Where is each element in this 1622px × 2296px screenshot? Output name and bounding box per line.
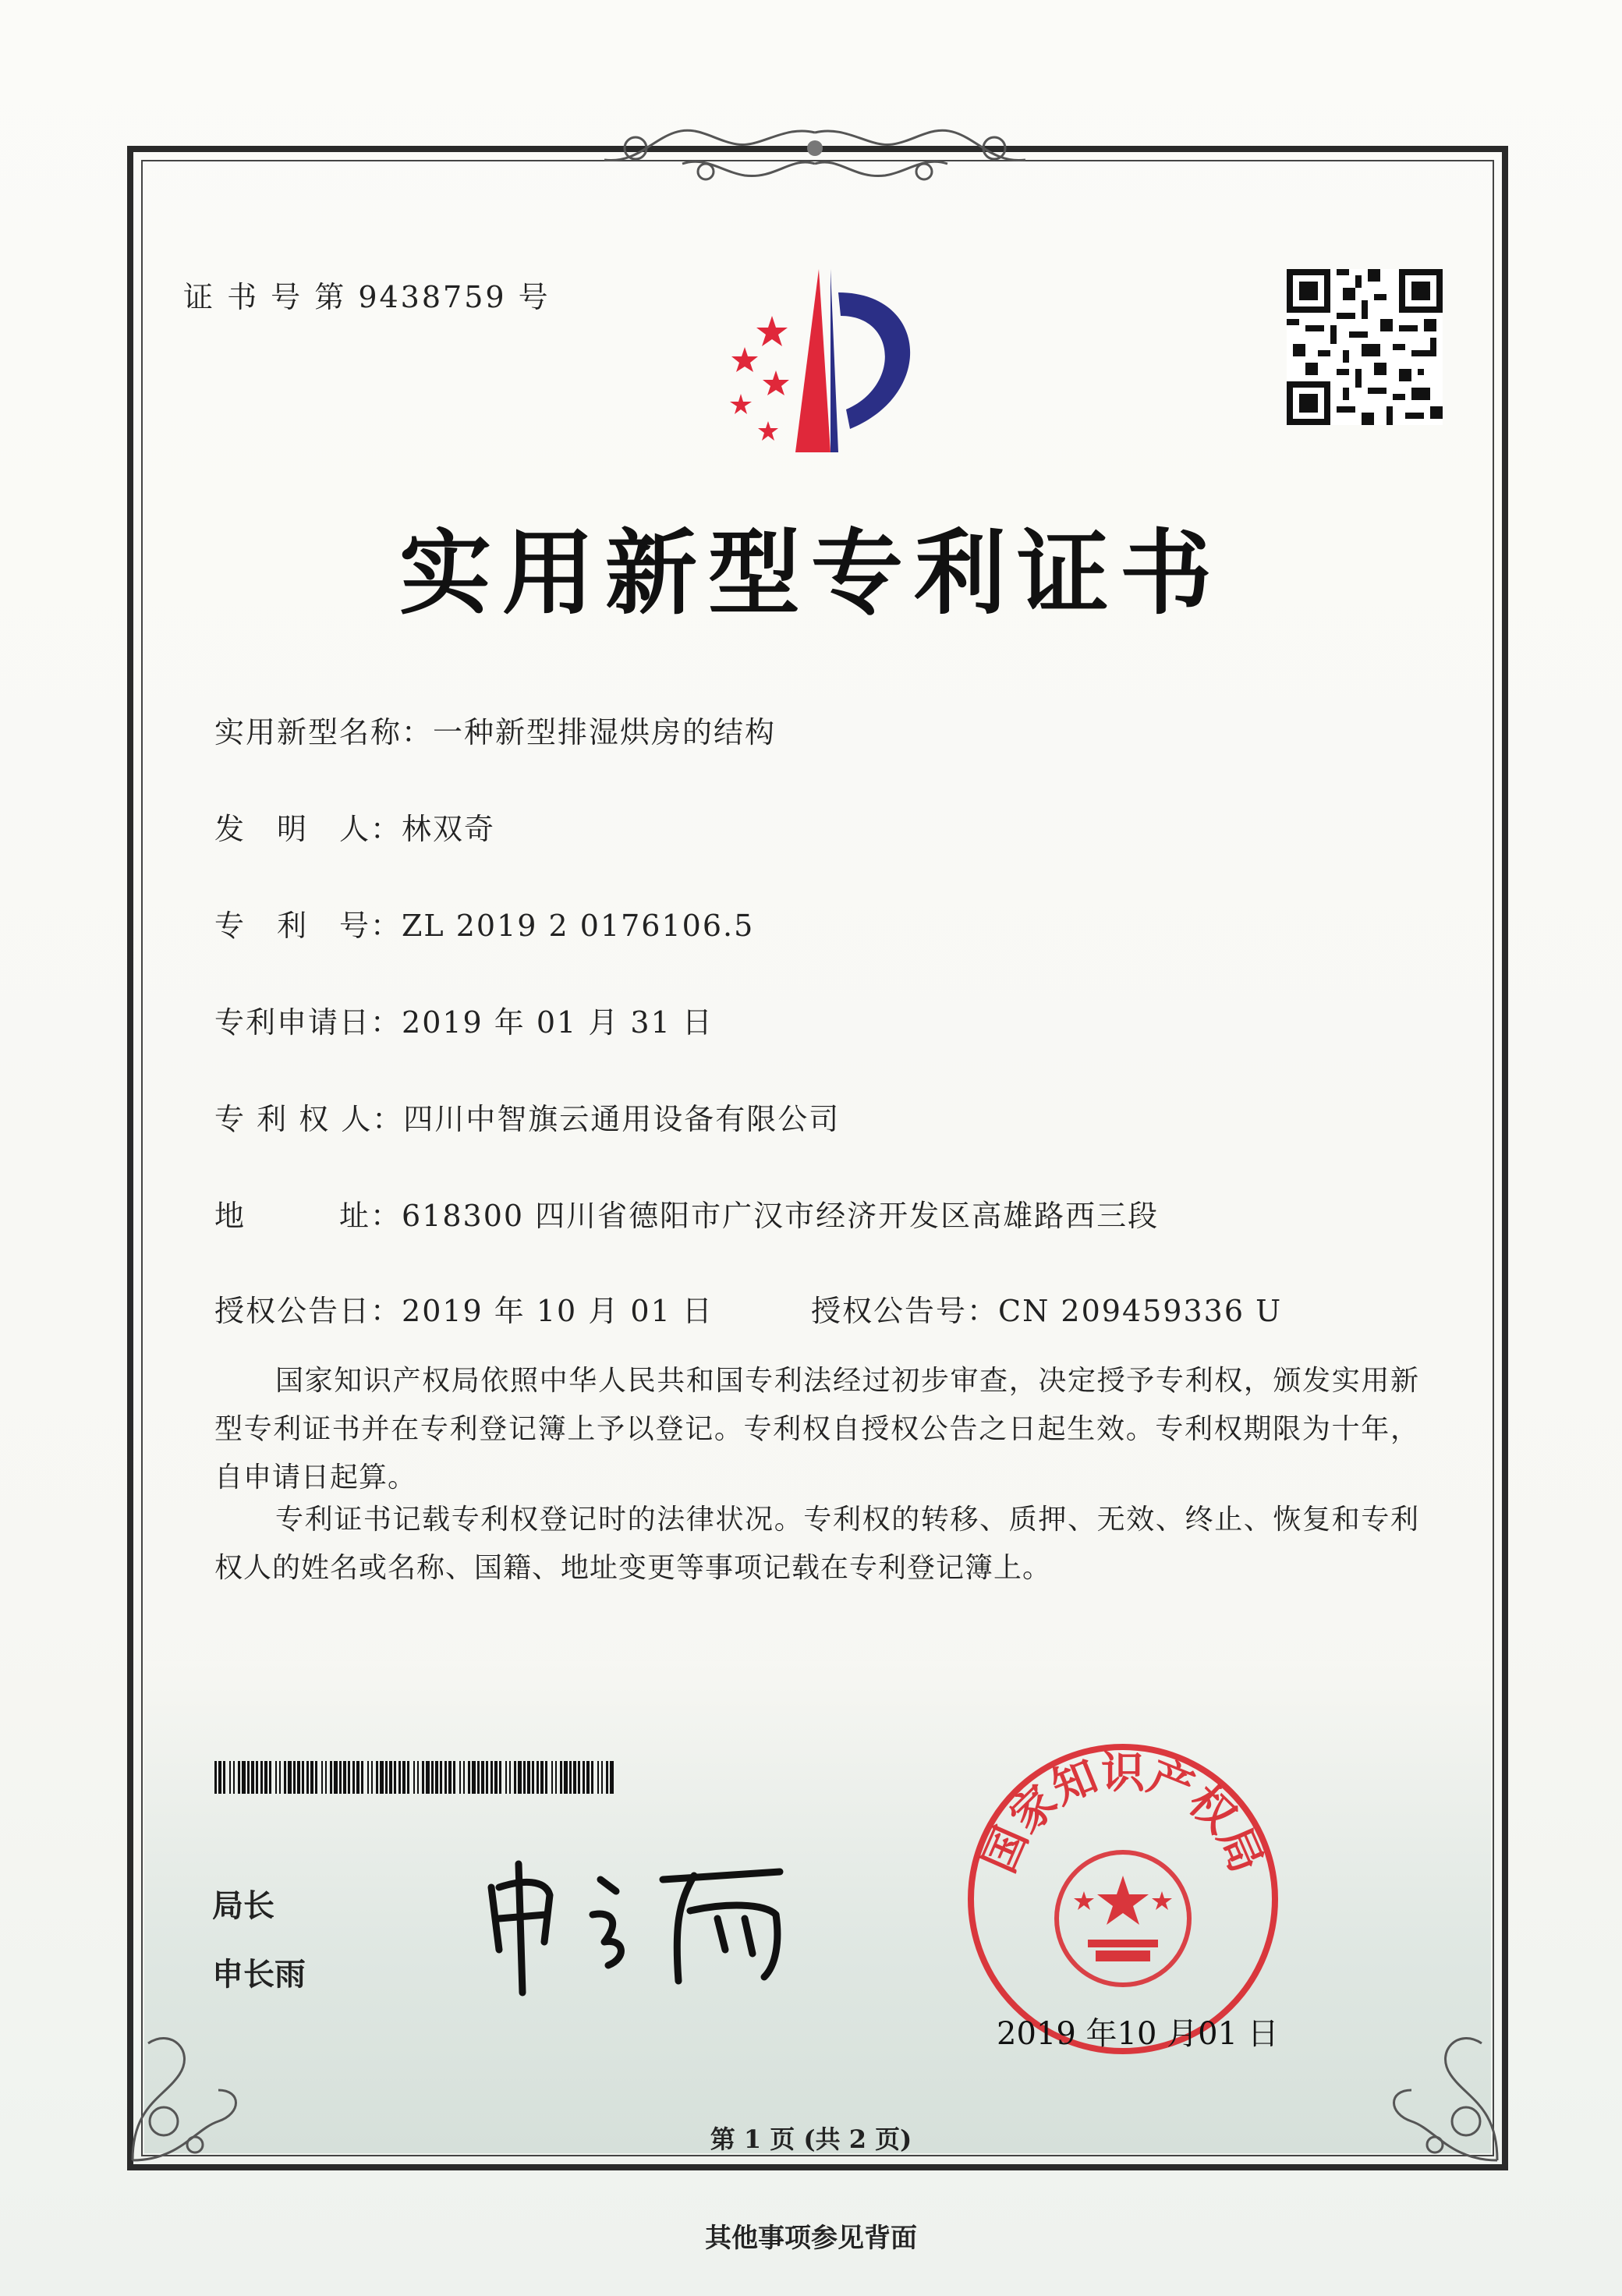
svg-text:国家知识产权局 (974, 1748, 1272, 1880)
utility-model-name-value: 一种新型排湿烘房的结构 (433, 715, 777, 749)
patentee-value: 四川中智旗云通用设备有限公司 (403, 1102, 841, 1136)
address-value: 618300 四川省德阳市广汉市经济开发区高雄路西三段 (402, 1199, 1160, 1233)
qr-code-icon (1287, 269, 1443, 425)
address-label: 地 址： (214, 1199, 402, 1233)
footer-note: 其他事项参见背面 (705, 2223, 917, 2254)
certificate-number: 证 书 号 第 9438759 号 (183, 280, 551, 314)
grant-number-row (811, 1287, 1282, 1330)
grant-date-row (214, 1287, 714, 1330)
patent-number-row (214, 902, 754, 944)
grant-date-label: 授权公告日： (214, 1294, 402, 1328)
utility-model-name-label: 实用新型名称： (214, 715, 434, 749)
inventor-row (214, 805, 495, 848)
filing-date-label: 专利申请日： (214, 1005, 402, 1040)
patent-number-label: 专 利 号： (214, 909, 402, 943)
inventor-value: 林双奇 (402, 812, 496, 846)
director-name: 申长雨 (212, 1957, 306, 1993)
seal-date: 2019 年10 月01 日 (997, 2016, 1279, 2052)
director-signature (468, 1848, 827, 1997)
top-ornament (589, 117, 1041, 203)
inventor-label: 发 明 人： (214, 812, 402, 846)
grant-date-value: 2019 年 10 月 01 日 (402, 1294, 714, 1328)
statement-paragraph-1: 国家知识产权局依照中华人民共和国专利法经过初步审查，决定授予专利权，颁发实用新型专利证书并在专利登记簿上予以登记。专利权自授权公告之日起生效。专利权期限为十年，自申请日起算。 (214, 1365, 1419, 1493)
page-number: 第 1 页 (共 2 页) (710, 2124, 912, 2154)
utility-model-name-row (214, 708, 776, 751)
patentee-label: 专 利 权 人： (214, 1102, 404, 1136)
patent-office-logo-icon (702, 261, 944, 456)
barcode-icon (214, 1761, 616, 1794)
filing-date-value: 2019 年 01 月 31 日 (402, 1005, 714, 1040)
grant-number-value: CN 209459336 U (998, 1294, 1283, 1328)
filing-date-row (214, 998, 714, 1041)
certificate-title: 实用新型专利证书 (398, 519, 1223, 627)
address-row (214, 1192, 1159, 1235)
patentee-row (214, 1095, 840, 1138)
director-title: 局长 (212, 1888, 274, 1924)
seal-text: 国家知识产权局 (974, 1748, 1272, 1880)
grant-number-label: 授权公告号： (811, 1294, 999, 1328)
statement-paragraph-2: 专利证书记载专利权登记时的法律状况。专利权的转移、质押、无效、终止、恢复和专利权人的姓名或名称、国籍、地址变更等事项记载在专利登记簿上。 (214, 1504, 1419, 1584)
patent-number-value: ZL 2019 2 0176106.5 (402, 909, 755, 943)
